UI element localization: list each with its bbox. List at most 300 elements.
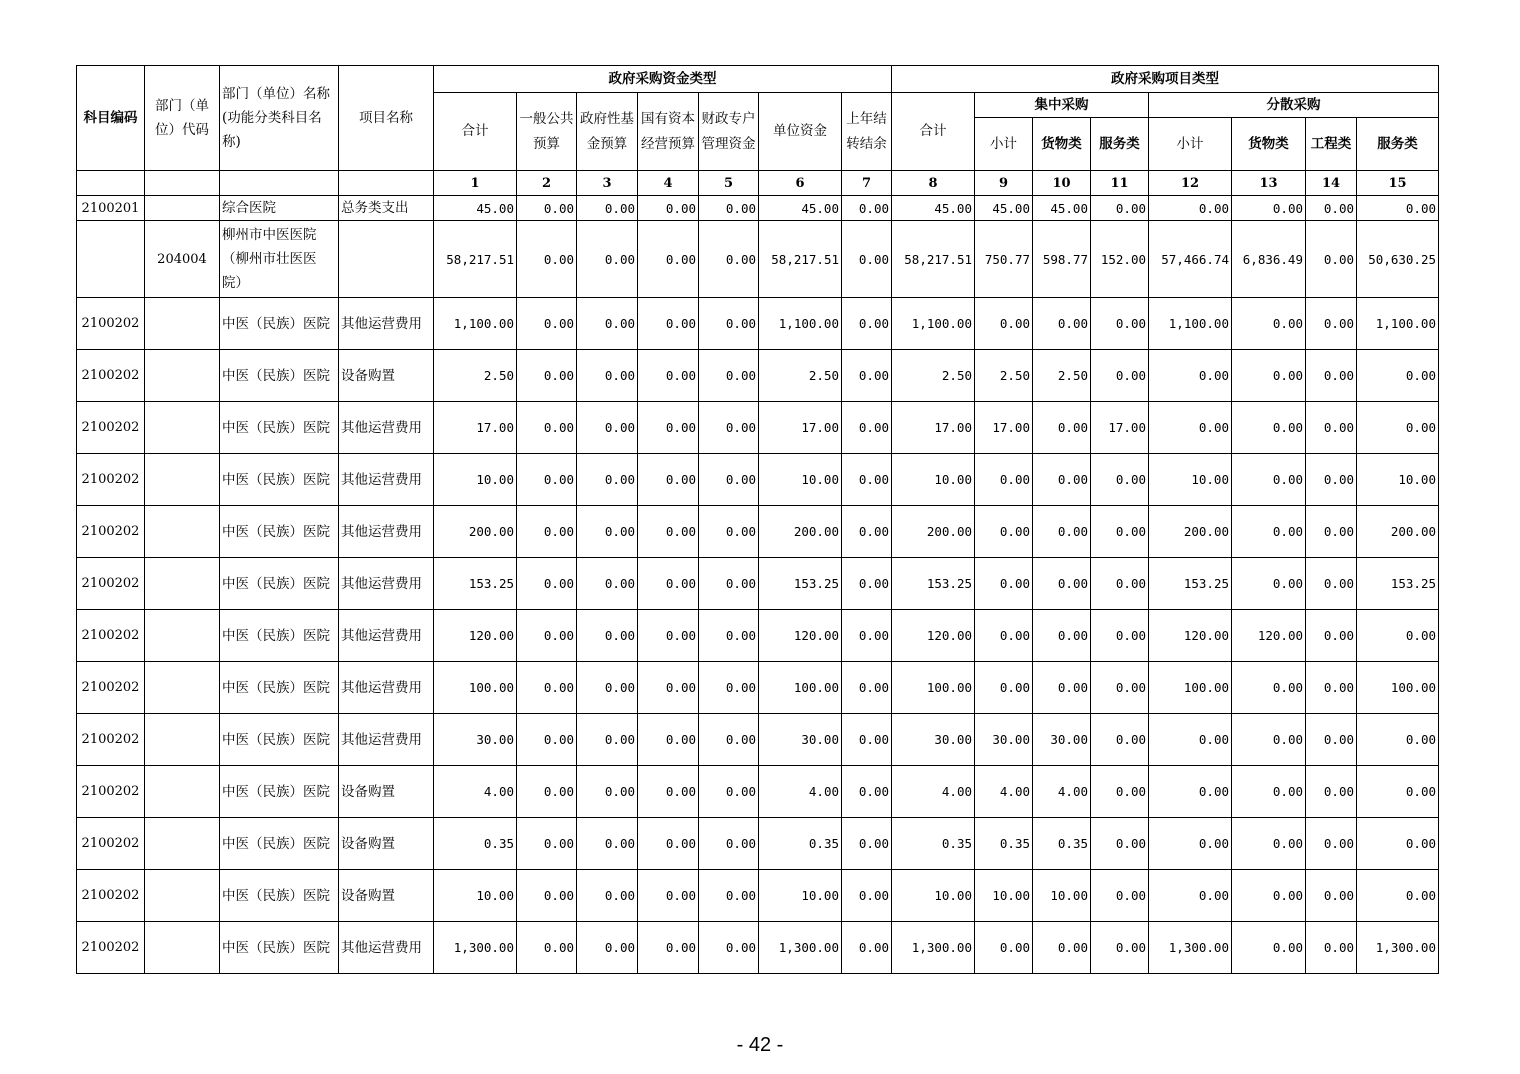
amount-cell: 0.00 [699, 714, 759, 766]
table-row [77, 506, 1439, 558]
subject-code-cell: 2100202 [77, 766, 145, 818]
project-name-cell: 设备购置 [339, 818, 434, 870]
amount-cell: 0.00 [517, 714, 577, 766]
amount-cell: 0.00 [1357, 818, 1439, 870]
amount-cell: 4.00 [759, 766, 842, 818]
amount-cell: 0.00 [1091, 298, 1149, 350]
header-project-group: 政府采购项目类型 [892, 66, 1439, 93]
amount-cell: 153.25 [1357, 558, 1439, 610]
amount-cell: 0.00 [699, 221, 759, 298]
amount-cell: 0.00 [638, 350, 699, 402]
amount-cell: 0.00 [517, 870, 577, 922]
amount-cell: 0.35 [975, 818, 1033, 870]
amount-cell: 0.00 [1091, 558, 1149, 610]
amount-cell: 0.00 [1091, 766, 1149, 818]
column-index: 9 [975, 171, 1033, 196]
amount-cell: 0.00 [1232, 922, 1306, 974]
column-index: 4 [638, 171, 699, 196]
dept-code-cell [145, 610, 220, 662]
amount-cell: 0.00 [842, 662, 892, 714]
amount-cell: 0.00 [1306, 558, 1357, 610]
amount-cell: 0.00 [1306, 506, 1357, 558]
header-fund-total: 合计 [434, 93, 517, 171]
amount-cell: 598.77 [1033, 221, 1091, 298]
amount-cell: 0.00 [577, 506, 638, 558]
amount-cell: 30.00 [1033, 714, 1091, 766]
amount-cell: 0.00 [1091, 196, 1149, 221]
amount-cell: 0.35 [434, 818, 517, 870]
amount-cell: 153.25 [434, 558, 517, 610]
amount-cell: 0.00 [842, 610, 892, 662]
amount-cell: 0.00 [1033, 662, 1091, 714]
amount-cell: 0.35 [892, 818, 975, 870]
amount-cell: 0.00 [842, 350, 892, 402]
amount-cell: 0.00 [1306, 818, 1357, 870]
table-row [77, 402, 1439, 454]
amount-cell: 0.00 [1306, 454, 1357, 506]
amount-cell: 0.00 [1232, 196, 1306, 221]
amount-cell: 0.00 [975, 558, 1033, 610]
amount-cell: 0.00 [1232, 402, 1306, 454]
amount-cell: 0.00 [1306, 402, 1357, 454]
header-project-total: 合计 [892, 93, 975, 171]
amount-cell: 0.00 [842, 298, 892, 350]
amount-cell: 0.00 [638, 196, 699, 221]
amount-cell: 57,466.74 [1149, 221, 1232, 298]
amount-cell: 0.00 [1232, 454, 1306, 506]
column-index: 12 [1149, 171, 1232, 196]
amount-cell: 0.00 [1306, 714, 1357, 766]
table-row [77, 350, 1439, 402]
amount-cell: 0.00 [1306, 196, 1357, 221]
amount-cell: 0.00 [577, 402, 638, 454]
amount-cell: 0.00 [1149, 196, 1232, 221]
dept-name-cell: 中医（民族）医院 [220, 870, 339, 922]
amount-cell: 1,100.00 [892, 298, 975, 350]
amount-cell: 200.00 [759, 506, 842, 558]
subject-code-cell: 2100202 [77, 922, 145, 974]
header-dispersed-service: 服务类 [1357, 118, 1439, 171]
amount-cell: 0.00 [1091, 610, 1149, 662]
amount-cell: 6,836.49 [1232, 221, 1306, 298]
amount-cell: 0.00 [1033, 402, 1091, 454]
amount-cell: 17.00 [759, 402, 842, 454]
dept-name-cell: 中医（民族）医院 [220, 714, 339, 766]
amount-cell: 0.00 [842, 766, 892, 818]
amount-cell: 45.00 [892, 196, 975, 221]
amount-cell: 153.25 [759, 558, 842, 610]
dept-name-cell: 中医（民族）医院 [220, 298, 339, 350]
dept-code-cell [145, 714, 220, 766]
amount-cell: 0.00 [1357, 766, 1439, 818]
subject-code-cell: 2100202 [77, 714, 145, 766]
amount-cell: 100.00 [434, 662, 517, 714]
column-index: 13 [1232, 171, 1306, 196]
header-dispersed-goods: 货物类 [1232, 118, 1306, 171]
amount-cell: 0.00 [1306, 610, 1357, 662]
amount-cell: 0.00 [638, 506, 699, 558]
amount-cell: 0.00 [517, 350, 577, 402]
amount-cell: 10.00 [434, 870, 517, 922]
amount-cell: 0.00 [638, 402, 699, 454]
amount-cell: 0.00 [1149, 870, 1232, 922]
table-row [77, 818, 1439, 870]
amount-cell: 0.00 [1232, 662, 1306, 714]
subject-code-cell: 2100202 [77, 610, 145, 662]
column-index: 2 [517, 171, 577, 196]
header-fiscal-account: 财政专户管理资金 [699, 93, 759, 171]
amount-cell: 0.00 [638, 870, 699, 922]
amount-cell: 0.00 [517, 610, 577, 662]
amount-cell: 1,300.00 [759, 922, 842, 974]
amount-cell: 200.00 [434, 506, 517, 558]
amount-cell: 0.00 [517, 506, 577, 558]
dept-name-cell: 中医（民族）医院 [220, 818, 339, 870]
header-central-goods: 货物类 [1033, 118, 1091, 171]
dept-code-cell [145, 298, 220, 350]
amount-cell: 750.77 [975, 221, 1033, 298]
amount-cell: 0.00 [1033, 298, 1091, 350]
amount-cell: 10.00 [892, 870, 975, 922]
amount-cell: 0.00 [975, 454, 1033, 506]
table-row [77, 922, 1439, 974]
header-unit-fund: 单位资金 [759, 93, 842, 171]
amount-cell: 120.00 [892, 610, 975, 662]
project-name-cell [339, 221, 434, 298]
project-name-cell: 设备购置 [339, 766, 434, 818]
dept-code-cell [145, 662, 220, 714]
header-central-service: 服务类 [1091, 118, 1149, 171]
amount-cell: 58,217.51 [759, 221, 842, 298]
project-name-cell: 其他运营费用 [339, 922, 434, 974]
amount-cell: 1,100.00 [1149, 298, 1232, 350]
amount-cell: 1,300.00 [1357, 922, 1439, 974]
subject-code-cell: 2100202 [77, 298, 145, 350]
amount-cell: 4.00 [892, 766, 975, 818]
subject-code-cell [77, 221, 145, 298]
amount-cell: 0.00 [699, 350, 759, 402]
amount-cell: 0.35 [1033, 818, 1091, 870]
dept-name-cell: 柳州市中医医院（柳州市壮医医院） [220, 221, 339, 298]
amount-cell: 0.00 [1357, 350, 1439, 402]
amount-cell: 30.00 [434, 714, 517, 766]
amount-cell: 120.00 [759, 610, 842, 662]
amount-cell: 0.00 [1149, 818, 1232, 870]
amount-cell: 0.00 [517, 662, 577, 714]
amount-cell: 10.00 [1357, 454, 1439, 506]
header-central-subtotal: 小计 [975, 118, 1033, 171]
column-index: 1 [434, 171, 517, 196]
procurement-table [76, 65, 1439, 974]
amount-cell: 0.00 [1306, 766, 1357, 818]
amount-cell: 0.00 [699, 766, 759, 818]
amount-cell: 1,100.00 [434, 298, 517, 350]
amount-cell: 4.00 [975, 766, 1033, 818]
amount-cell: 200.00 [1357, 506, 1439, 558]
amount-cell: 0.00 [638, 610, 699, 662]
dept-name-cell: 中医（民族）医院 [220, 454, 339, 506]
header-gov-fund: 政府性基金预算 [577, 93, 638, 171]
amount-cell: 0.00 [577, 350, 638, 402]
dept-code-cell: 204004 [145, 221, 220, 298]
dept-code-cell [145, 766, 220, 818]
table-body [77, 196, 1439, 974]
amount-cell: 10.00 [1033, 870, 1091, 922]
amount-cell: 0.00 [638, 818, 699, 870]
amount-cell: 0.00 [1091, 506, 1149, 558]
dept-code-cell [145, 870, 220, 922]
amount-cell: 0.00 [1149, 350, 1232, 402]
amount-cell: 0.00 [1306, 298, 1357, 350]
amount-cell: 0.00 [975, 506, 1033, 558]
dept-code-cell [145, 402, 220, 454]
amount-cell: 0.00 [638, 714, 699, 766]
dept-name-cell: 中医（民族）医院 [220, 402, 339, 454]
amount-cell: 4.00 [1033, 766, 1091, 818]
amount-cell: 0.00 [1149, 714, 1232, 766]
amount-cell: 200.00 [892, 506, 975, 558]
amount-cell: 0.00 [699, 196, 759, 221]
amount-cell: 0.00 [1306, 922, 1357, 974]
project-name-cell: 其他运营费用 [339, 506, 434, 558]
amount-cell: 0.00 [1232, 870, 1306, 922]
project-name-cell: 其他运营费用 [339, 714, 434, 766]
amount-cell: 17.00 [892, 402, 975, 454]
amount-cell: 0.00 [1091, 922, 1149, 974]
amount-cell: 153.25 [892, 558, 975, 610]
amount-cell: 1,300.00 [434, 922, 517, 974]
dept-code-cell [145, 454, 220, 506]
amount-cell: 0.00 [517, 818, 577, 870]
table-row [77, 662, 1439, 714]
amount-cell: 100.00 [1357, 662, 1439, 714]
header-state-capital: 国有资本经营预算 [638, 93, 699, 171]
amount-cell: 0.00 [842, 558, 892, 610]
amount-cell: 0.00 [842, 922, 892, 974]
amount-cell: 0.00 [517, 221, 577, 298]
amount-cell: 0.00 [1232, 766, 1306, 818]
dept-name-cell: 中医（民族）医院 [220, 610, 339, 662]
table-row [77, 221, 1439, 298]
header-central-group: 集中采购 [975, 93, 1149, 118]
amount-cell: 0.00 [842, 818, 892, 870]
amount-cell: 0.00 [1033, 610, 1091, 662]
amount-cell: 0.00 [699, 454, 759, 506]
column-index: 10 [1033, 171, 1091, 196]
amount-cell: 100.00 [1149, 662, 1232, 714]
amount-cell: 0.00 [842, 221, 892, 298]
amount-cell: 45.00 [434, 196, 517, 221]
amount-cell: 1,100.00 [1357, 298, 1439, 350]
amount-cell: 0.00 [517, 298, 577, 350]
amount-cell: 30.00 [759, 714, 842, 766]
amount-cell: 0.00 [699, 818, 759, 870]
project-name-cell: 设备购置 [339, 350, 434, 402]
dept-name-cell: 中医（民族）医院 [220, 350, 339, 402]
column-index: 5 [699, 171, 759, 196]
project-name-cell: 其他运营费用 [339, 558, 434, 610]
page-number: - 42 - [736, 1034, 784, 1056]
table-row [77, 610, 1439, 662]
project-name-cell: 其他运营费用 [339, 610, 434, 662]
amount-cell: 50,630.25 [1357, 221, 1439, 298]
amount-cell: 0.00 [1091, 662, 1149, 714]
amount-cell: 0.00 [1091, 350, 1149, 402]
amount-cell: 10.00 [975, 870, 1033, 922]
amount-cell: 120.00 [1149, 610, 1232, 662]
amount-cell: 100.00 [892, 662, 975, 714]
amount-cell: 10.00 [434, 454, 517, 506]
dept-name-cell: 综合医院 [220, 196, 339, 221]
dept-name-cell: 中医（民族）医院 [220, 506, 339, 558]
amount-cell: 152.00 [1091, 221, 1149, 298]
amount-cell: 4.00 [434, 766, 517, 818]
amount-cell: 0.00 [1091, 714, 1149, 766]
subject-code-cell: 2100202 [77, 350, 145, 402]
amount-cell: 0.00 [842, 506, 892, 558]
amount-cell: 17.00 [1091, 402, 1149, 454]
amount-cell: 0.00 [1306, 221, 1357, 298]
table-row [77, 870, 1439, 922]
dept-code-cell [145, 818, 220, 870]
amount-cell: 0.00 [638, 558, 699, 610]
amount-cell: 0.00 [699, 870, 759, 922]
amount-cell: 0.00 [517, 402, 577, 454]
table-row [77, 298, 1439, 350]
subject-code-cell: 2100201 [77, 196, 145, 221]
dept-code-cell [145, 558, 220, 610]
amount-cell: 10.00 [1149, 454, 1232, 506]
column-index: 7 [842, 171, 892, 196]
subject-code-cell: 2100202 [77, 454, 145, 506]
header-dispersed-engineering: 工程类 [1306, 118, 1357, 171]
amount-cell: 0.00 [577, 818, 638, 870]
table-row [77, 766, 1439, 818]
amount-cell: 10.00 [892, 454, 975, 506]
table-row [77, 714, 1439, 766]
amount-cell: 45.00 [975, 196, 1033, 221]
amount-cell: 0.00 [975, 662, 1033, 714]
amount-cell: 100.00 [759, 662, 842, 714]
project-name-cell: 其他运营费用 [339, 298, 434, 350]
column-index: 11 [1091, 171, 1149, 196]
amount-cell: 45.00 [759, 196, 842, 221]
amount-cell: 0.00 [638, 766, 699, 818]
amount-cell: 0.00 [699, 610, 759, 662]
subject-code-cell: 2100202 [77, 402, 145, 454]
amount-cell: 0.00 [1232, 818, 1306, 870]
amount-cell: 0.00 [842, 402, 892, 454]
amount-cell: 2.50 [434, 350, 517, 402]
amount-cell: 0.00 [638, 454, 699, 506]
amount-cell: 120.00 [1232, 610, 1306, 662]
project-name-cell: 其他运营费用 [339, 402, 434, 454]
amount-cell: 0.00 [1091, 870, 1149, 922]
header-dept-name: 部门（单位）名称(功能分类科目名称) [220, 66, 339, 171]
amount-cell: 0.00 [1306, 870, 1357, 922]
amount-cell: 10.00 [759, 454, 842, 506]
amount-cell: 58,217.51 [892, 221, 975, 298]
amount-cell: 0.00 [699, 298, 759, 350]
dept-code-cell [145, 196, 220, 221]
amount-cell: 0.00 [577, 558, 638, 610]
column-index: 6 [759, 171, 842, 196]
amount-cell: 0.00 [699, 558, 759, 610]
amount-cell: 0.00 [1033, 558, 1091, 610]
amount-cell: 0.00 [517, 922, 577, 974]
amount-cell: 0.00 [1232, 506, 1306, 558]
dept-name-cell: 中医（民族）医院 [220, 922, 339, 974]
dept-name-cell: 中医（民族）医院 [220, 766, 339, 818]
project-name-cell: 其他运营费用 [339, 662, 434, 714]
table-row [77, 196, 1439, 221]
amount-cell: 0.00 [1149, 402, 1232, 454]
column-index: 8 [892, 171, 975, 196]
amount-cell: 120.00 [434, 610, 517, 662]
amount-cell: 1,100.00 [759, 298, 842, 350]
amount-cell: 0.00 [577, 298, 638, 350]
amount-cell: 0.00 [1232, 714, 1306, 766]
amount-cell: 0.00 [975, 610, 1033, 662]
amount-cell: 0.00 [1149, 766, 1232, 818]
amount-cell: 0.00 [577, 870, 638, 922]
amount-cell: 0.00 [1357, 610, 1439, 662]
amount-cell: 0.00 [842, 870, 892, 922]
amount-cell: 0.00 [1091, 454, 1149, 506]
amount-cell: 0.00 [1357, 402, 1439, 454]
subject-code-cell: 2100202 [77, 506, 145, 558]
amount-cell: 0.00 [975, 298, 1033, 350]
amount-cell: 2.50 [892, 350, 975, 402]
amount-cell: 0.00 [638, 662, 699, 714]
amount-cell: 17.00 [434, 402, 517, 454]
dept-name-cell: 中医（民族）医院 [220, 662, 339, 714]
subject-code-cell: 2100202 [77, 870, 145, 922]
amount-cell: 0.00 [577, 662, 638, 714]
amount-cell: 0.00 [1232, 298, 1306, 350]
subject-code-cell: 2100202 [77, 558, 145, 610]
header-carryover: 上年结转结余 [842, 93, 892, 171]
dept-code-cell [145, 922, 220, 974]
amount-cell: 45.00 [1033, 196, 1091, 221]
amount-cell: 0.00 [517, 766, 577, 818]
amount-cell: 30.00 [975, 714, 1033, 766]
amount-cell: 0.00 [699, 506, 759, 558]
amount-cell: 0.00 [577, 221, 638, 298]
amount-cell: 0.00 [1306, 662, 1357, 714]
amount-cell: 0.35 [759, 818, 842, 870]
table-row [77, 454, 1439, 506]
amount-cell: 0.00 [842, 714, 892, 766]
amount-cell: 2.50 [975, 350, 1033, 402]
header-dispersed-group: 分散采购 [1149, 93, 1439, 118]
amount-cell: 0.00 [577, 922, 638, 974]
header-dispersed-subtotal: 小计 [1149, 118, 1232, 171]
header-dept-code: 部门（单位）代码 [145, 66, 220, 171]
amount-cell: 0.00 [1357, 714, 1439, 766]
dept-code-cell [145, 506, 220, 558]
column-index-row [77, 171, 1439, 196]
amount-cell: 1,300.00 [892, 922, 975, 974]
dept-code-cell [145, 350, 220, 402]
amount-cell: 2.50 [759, 350, 842, 402]
subject-code-cell: 2100202 [77, 662, 145, 714]
amount-cell: 10.00 [759, 870, 842, 922]
amount-cell: 0.00 [517, 196, 577, 221]
amount-cell: 0.00 [1033, 922, 1091, 974]
amount-cell: 0.00 [577, 610, 638, 662]
amount-cell: 2.50 [1033, 350, 1091, 402]
